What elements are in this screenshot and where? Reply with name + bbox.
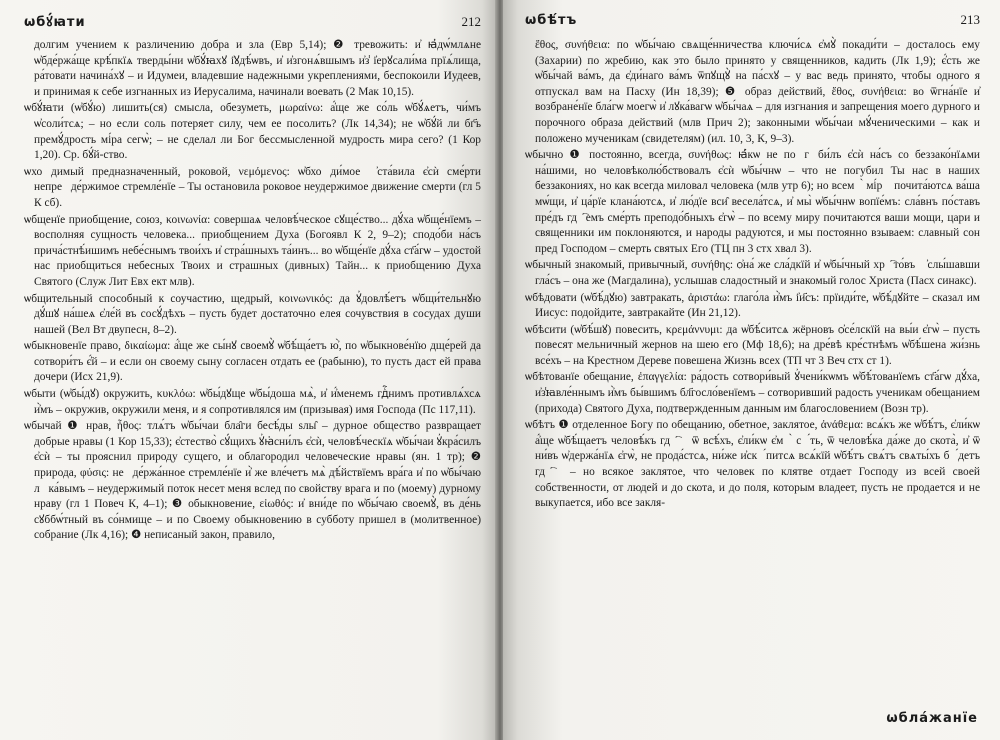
- dictionary-entry: ѡбѣтъ ❶ отделенное Богу по обещанию, обетное, заклятое, ἀνάθεμα: всѧ́къ же ѡ҆бѣ́тъ, є҆ли́кѡ а҆́ще ѡ҆бѣ́щаетъ человѣ́къ гдⷭ҇ꙋ ѿ всѣ́хъ, є҆ли́кѡ є҆мꙋ̀ сꙋ́ть, ѿ человѣ́ка да́же до скота̀, и҆ ѿ ни́въ ѡ҆держа́нїѧ є҆гѡ̀, не прода́стсѧ, ни́же и҆скꙋ́питсѧ всѧ́кїй ѡ҆бѣ́тъ свѧ́тъ свѧты́хъ бꙋ́детъ гдⷭ҇ꙋ – но всякое заклятое, что человек по клятве отдает Господу из всей своей собственности, от людей и до скота, и до поля, которым владеет, пусть не продается и не выкупается, ибо все закля-: [525, 419, 980, 510]
- right-page: [503, 0, 1000, 740]
- left-page-header: [24, 12, 481, 38]
- right-page-header: [525, 12, 980, 38]
- left-running-title: ѡбꙋ́ꙗти: [24, 15, 86, 30]
- dictionary-entry: ἔθος, συνήθεια: по ѡ҆бы́чаю свѧще́нничества ключи́сѧ є҆мꙋ̀ покади́ти – досталось ему (Захарии) по жребию, как это было принято у священников, кадить (Лк 1,9); є҆́сть же ѡ҆бы́чай ва́мъ, да є҆ди́наго ва́мъ ѿпꙋщꙋ̀ на па́схꙋ – у вас ведь принято, чтобы одного я отпускал вам на Пасху (Ин 18,39); ❺ образ действий, ἔθος, συνήθεια: во ѿгна́нїе и҆ возбране́нїе бла́гѡ моегѡ̀ и҆ лꙋка́вагѡ ѡ҆бы́чаѧ – для изгнания и запрещения моего дурного и порочного образа действий (млв Прич 2); законными ѡ҆бы́чаи мꙋ́ченическими – как и положено мученикам (свидетелям) (ил. 10, 3, К, 9–3).: [535, 39, 980, 145]
- dictionary-entry: ѡбычно ❶ постоянно, всегда, συνήθως: ꙗ҆́кѡ не поꙺгꙋби́лъ є҆сѝ на́съ со беззако́нїѧми на́шими, но человѣколю́бствовалъ є҆сѝ ѡ҆бы́чнѡ – что не погубил Ты нас в наших беззакониях, но как всегда миловал человека (млв утр 6); но всемꙋ̀ мі́рꙋ почита́ютсѧ ва́ша мѡ́щи, и҆ ца́рїе клана́ютсѧ, и҆ лю́дїе вси̑ весела́тсѧ, и҆ мы̀ ѡ҆бы́чнѡ вопїе́мъ: сла́внъ по́ставъ пре́дъ гдⷭ҇емъ сме́рть преподо́бныхъ є҆гѡ̀ – по всему миру почитаются ваши мощи, цари и священники им поклоняются, и народы радуются, и мы постоянно взываем: славный сон пред Господом – смерть святых Его (ТЦ пн 3 стх хвал 3).: [525, 149, 980, 255]
- dictionary-entry: ѡбѣсити (ѡ҆бѣ́шꙋ) повесить, κρεμάννυμι: да ѡ҆бѣ́ситсѧ жёрновъ ѻ҆се́лскїй на вы́и є҆гѡ̀ – пусть повесят мельничный жернов на шею его (Мф 18,6); на дре́вѣ кре́стнѣмъ ѡ҆бѣ́шена жи́знь все́хъ – на Крестном Дереве повешена Жизнь всех (ТП чт 3 Веч стх ст 1).: [525, 323, 980, 367]
- dictionary-entry: ѡбꙋ́ꙗти (ѡ҆бꙋ́ю) лишить(ся) смысла, обезуметь, μωραίνω: а҆́ще же со́ль ѡ҆бꙋ́ѧетъ, чи́мъ ѡ҆соли́тсѧ; – но если соль потеряет силу, чем ее посолить? (Лк 14,34); не ѡ҆бꙋ́й ли бг҃ъ премꙋ́дрость мі́ра сегѡ̀; – не сделал ли Бог бессмысленной мудрость мира сего? (1 Кор 1,20). Ср. бꙋ́й-ство.: [24, 102, 481, 162]
- right-page-number: 213: [960, 12, 980, 27]
- left-page: [0, 0, 497, 740]
- dictionary-entry: ѡбыкновенїе право, δικαίωμα: а҆́ще же сы́нꙋ своемꙋ̀ ѡ҆бѣ́ща́етъ ю҆̀, по ѡ҆быкнове́нїю дще́рей да сотвори́тъ є҆́й – и если он своему сыну согласен отдать ее (рабыню), то пусть даст ей права дочери (Исх 21,9).: [24, 340, 481, 384]
- right-entries: [525, 38, 980, 512]
- left-page-number: 212: [461, 14, 481, 29]
- dictionary-entry: ѡбыти (ѡ҆бы́дꙋ) окружить, κυκλόω: ѡ҆бы́дꙋще ѡ҆бы́доша мѧ̀, и҆ и҆́менемъ гдⷭ҇нимъ противлѧ́хсѧ и҆̀мъ – окружив, окружили меня, и я сопротивлялся им (призывая) имя Господа (Пс 117,11).: [24, 388, 481, 416]
- dictionary-entry: долгим учением к различению добра и зла (Евр 5,14); ❷ тревожить: и҆ ꙗ҆дѡ́млѧне ѡ҆бде́ржа́ще крѣ́пкїѧ тверды́ни ѡ҆бꙋ́ꙗхꙋ і҆ꙋдѣ́ѡвъ, и҆ и҆згонѧ́вшымъ и҆з̾ і҆ерꙋсали́ма прїѧ́лища, ра́товати начина́хꙋ – и Идумеи, владевшие надежными укреплениями, беспокоили Иудеев, и принимая к себе изгнанных из Иерусалима, начинали воевать (2 Мак 10,15).: [34, 39, 481, 98]
- dictionary-entry: ѡбщенїе приобщение, союз, κοινωνία: совершаѧ человѣ́ческое сꙋще́ство... дꙋ́ха ѡ҆бще́нїемъ – восполняя сущность человека... приобщением Духа (Богоявл К 2, 9–2); сподо́би на́съ прича́стнѣ́ишимъ небе́снымъ твои́хъ и҆ стра́шныхъ та́инъ... во ѡ҆бще́нїе дꙋ́ха ст҃а́гѡ – удостой нас приобщиться небесных Твоих и страшных (дивных) Тайн... к приобщению Духа Святого (Служ Лит Евх ект млв).: [24, 213, 481, 288]
- right-running-title: ѡбѣ́тъ: [525, 13, 578, 28]
- dictionary-entry: ѡбѣтованїе обещание, ἐπαγγελία: ра́дость сотвори́вый ꙋ҆чени́кѡмъ ѡ҆бѣ́тованїемъ ст҃а́гѡ дꙋ́ха, и҆з̾ꙗвле́ннымъ и҆̀мъ бы́вшимъ бл҃госло́венїемъ – сотворивший радость ученикам обещанием (прихода) Святого Духа, подтвержденным данным им благословением (Возн тр).: [525, 371, 980, 415]
- dictionary-entry: ѡхоꙺдимый предназначенный, роковой, νεμόμενος: ѡ҆бхоꙺди́мое ꙋ҆ста́вила є҆сѝ сме́рти непреꙺде́ржимое стремле́нїе – Ты остановила роковое неудержимое движение смерти (гл 5 К сб).: [24, 165, 481, 209]
- dictionary-entry: ѡбычный знакомый, привычный, συνήθης: ѻ҆на́ же сла́дкїй и҆ ѡ҆бы́чный хрⷭ҇то́въ ꙋ҆слы́шавши гла́съ – она же (Магдалина), услышав сладостный и знакомый голос Христа (Пасх синакс).: [525, 259, 980, 287]
- dictionary-entry: ѡбѣдовати (ѡ҆бѣ́дꙋю) завтракать, ἀριστάω: глаго́ла и҆̀мъ і҆и҃съ: прїиди́те, ѡ҆бѣ́дꙋйте – сказал им Иисус: подойдите, завтракайте (Ин 21,12).: [525, 291, 980, 320]
- dictionary-entry: ѡбщительный способный к соучастию, щедрый, κοινωνικός: да ꙋ҆довлѣ́етъ ѡ҆бщи́тельнꙋю дꙋ́шꙋ на́шеѧ є҆ле́й въ сосꙋ́дѣхъ – пусть будет достаточно елея сочувствия в сосудах души нашей (Вел Вт двупесн, 8–2).: [24, 292, 481, 336]
- catchword: ѡбла́жанїе: [886, 711, 978, 726]
- left-entries: [24, 38, 481, 544]
- dictionary-entry: ѡбычай ❶ нрав, ἦθος: тлѧ́тъ ѡ҆бы́чаи бла̑ги бесѣ́ды ѕлы̑ – дурное общество развращает добрые нравы (1 Кор 15,33); є҆стество̀ сꙋ́щихъ ꙋ҆ꙗ҆сни́лъ є҆сѝ, человѣ́ческїѧ ѡ҆бы́чаи ꙋ҆кра́силъ є҆сѝ – ты прояснил природу сущего, и облагородил человеческие нравы (ян. 1 тр); ❷ природа, φύσις: неꙺде́ржа́нное стремле́нїе и҆̀ же вле́четъ мѧ̀ дѣ́йствїемъ вра́га и҆ по ѡ҆бы́чаю лꙋка́вымъ – неудержимый поток несет меня вслед по свойству врага и по (моему) дурному нраву (гл 1 Повеч К, 4–1); ❸ обыкновение, εἰωθός: и҆ вни́де по ѡ҆бы́чаю своемꙋ̀, въ де́нь сꙋббѡ́тный въ со́нмище – и по Своему обыкновению в субботу пришел в (молитвенное) собрание (Лк 4,16); ❹ неписаный закон, правило,: [24, 420, 481, 542]
